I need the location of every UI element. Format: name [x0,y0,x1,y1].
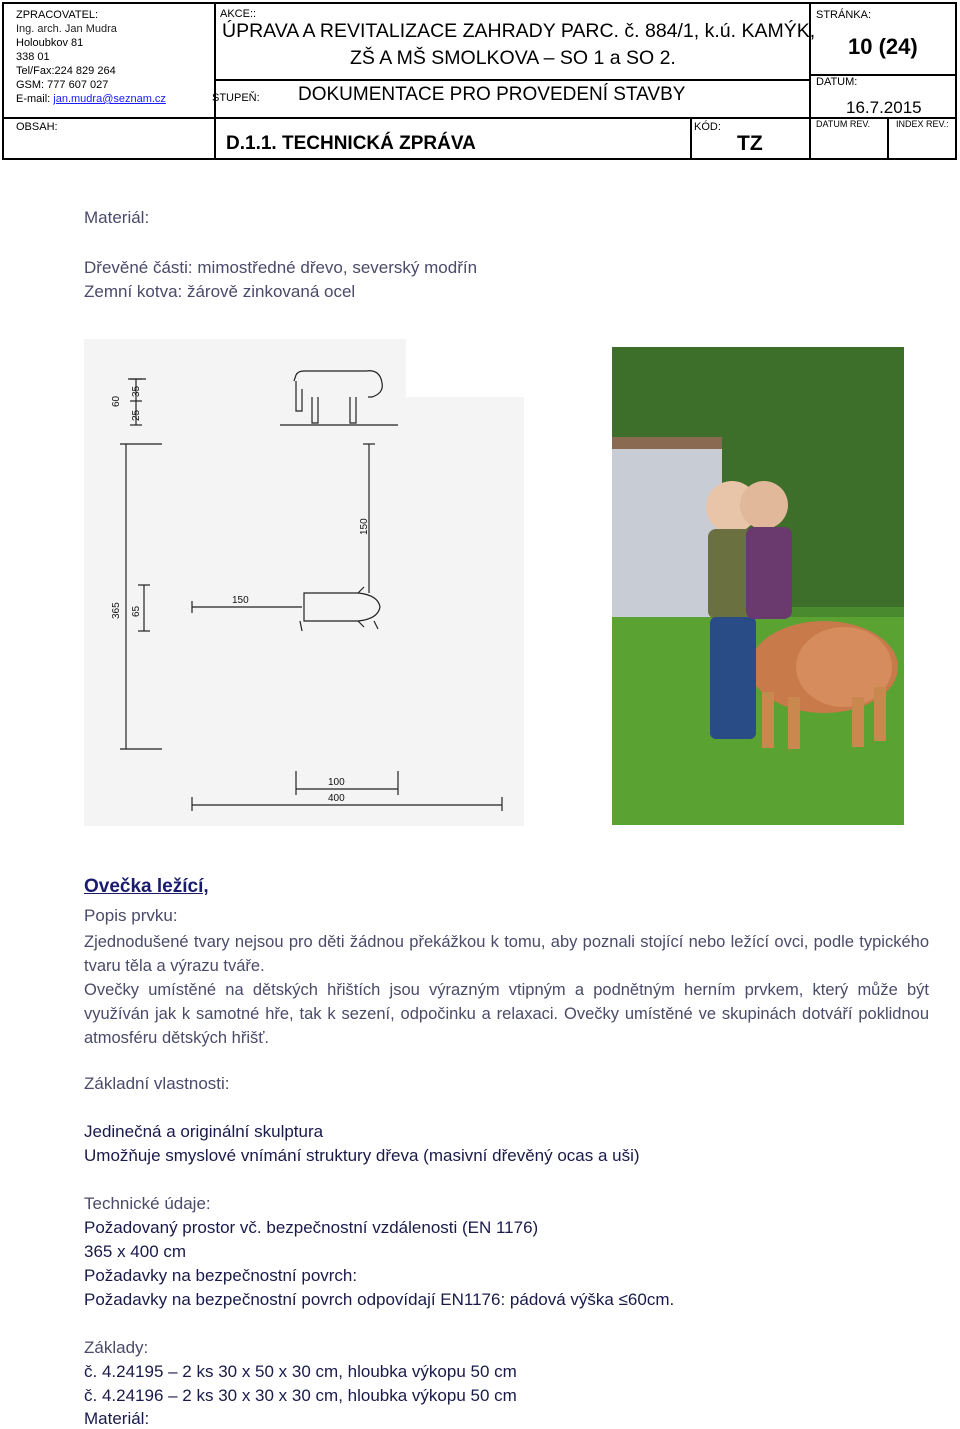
stupen-value: DOKUMENTACE PRO PROVEDENÍ STAVBY [298,84,686,105]
technicke-item: Požadavky na bezpečnostní povrch: [84,1266,358,1285]
datum-rev-label: DATUM REV. [816,119,871,129]
stupen-label: STUPEŇ: [212,92,260,104]
zpracovatel-line: Holoubkov 81 [16,37,84,49]
building [612,437,722,617]
technical-drawing [84,339,524,826]
wooden-sheep-leg [874,687,886,741]
datum-label: DATUM: [816,76,858,88]
wooden-sheep-leg [788,697,800,749]
dim-label-65: 65 [131,605,142,617]
vlastnost-item: Umožňuje smyslové vnímání struktury dřeva (masivní dřevěný ocas a uši) [84,1146,640,1165]
photo-svg [612,347,904,825]
technicke-label: Technické údaje: [84,1194,211,1213]
child-jeans [710,617,756,739]
zaklady-label: Základy: [84,1338,149,1357]
dim-label-150-h: 150 [232,595,249,606]
sheep-side-leg [350,397,356,423]
sheep-side-leg [296,381,302,411]
drawing-svg [84,339,524,826]
material-line: Zemní kotva: žárově zinkovaná ocel [84,282,356,301]
kod-label: KÓD: [694,121,721,133]
divider [887,118,889,158]
divider [214,4,216,158]
product-photo [612,347,904,825]
sheep-side-body [294,371,382,397]
child-head [740,481,788,529]
dim-label-400: 400 [328,793,345,804]
zpracovatel-block [16,8,206,106]
index-rev-label: INDEX REV.: [896,119,949,129]
dim-label-60: 60 [111,395,122,407]
building-roof [612,437,722,449]
vlastnost-item: Jedinečná a originální skulptura [84,1122,324,1141]
sheep-top-body [304,593,380,621]
description-para: Ovečky umístěné na dětských hřištích jsou výrazným vtipným a podnětným herním prvkem, který může být využíván jak k samotné hře, tak k sezení, odpočinku a relaxaci. Ovečky umístěné ve skupinách dotváří poklidnou atmosféru dětských hřišť. [84,981,929,1047]
akce-line2: ZŠ A MŠ SMOLKOVA – SO 1 a SO 2. [350,47,676,69]
divider [690,119,692,158]
material-label-bottom: Materiál: [84,1409,150,1428]
akce-line1: ÚPRAVA A REVITALIZACE ZAHRADY PARC. č. 884/1, k.ú. KAMÝK, [222,20,816,42]
technicke-item: Požadavky na bezpečnostní povrch odpovídají EN1176: pádová výška ≤60cm. [84,1290,675,1309]
vlastnosti-label: Základní vlastnosti: [84,1074,230,1093]
email-link[interactable]: jan.mudra@seznam.cz [53,93,166,105]
sheep-top-legs [300,621,378,631]
zaklady-item: č. 4.24196 – 2 ks 30 x 30 x 30 cm, hloubka výkopu 50 cm [84,1386,517,1405]
wooden-sheep-leg [852,697,864,747]
kod-value: TZ [737,132,763,155]
akce-label: AKCE:: [220,8,257,20]
material-heading: Materiál: [84,208,150,227]
zpracovatel-line: Tel/Fax:224 829 264 [16,65,116,77]
drawing-whitespace [406,339,524,397]
child-sweater [746,527,792,619]
product-title: Ovečka ležící, [84,876,209,897]
dim-label-150-v: 150 [359,518,370,535]
dim-label-365: 365 [111,602,122,619]
zpracovatel-label: ZPRACOVATEL: [16,9,99,21]
email-label: E-mail: [16,93,54,105]
stranka-value: 10 (24) [848,34,918,59]
popis-label: Popis prvku: [84,906,178,925]
zaklady-item: č. 4.24195 – 2 ks 30 x 50 x 30 cm, hloubka výkopu 50 cm [84,1362,517,1381]
sheep-side-leg [312,397,318,423]
email-line [16,92,206,106]
stranka-label: STRÁNKA: [816,9,872,21]
obsah-value: D.1.1. TECHNICKÁ ZPRÁVA [226,133,476,154]
material-line: Dřevěné části: mimostředné dřevo, severský modřín [84,258,478,277]
zpracovatel-line: GSM: 777 607 027 [16,79,109,91]
technicke-item: 365 x 400 cm [84,1242,187,1261]
divider [4,117,955,119]
datum-value: 16.7.2015 [846,98,922,117]
wooden-sheep-leg [762,692,774,748]
dim-label-35: 35 [131,385,142,397]
zpracovatel-line: Ing. arch. Jan Mudra [16,23,117,35]
technicke-item: Požadovaný prostor vč. bezpečnostní vzdálenosti (EN 1176) [84,1218,539,1237]
description-para: Zjednodušené tvary nejsou pro děti žádnou překážkou k tomu, aby poznali stojící nebo ležící ovci, podle typického tvaru těla a výrazu tváře. [84,933,929,975]
divider [214,79,809,81]
zpracovatel-line: 338 01 [16,51,50,63]
dim-label-25: 25 [131,409,142,421]
obsah-label: OBSAH: [16,121,58,133]
dim-label-100: 100 [328,777,345,788]
